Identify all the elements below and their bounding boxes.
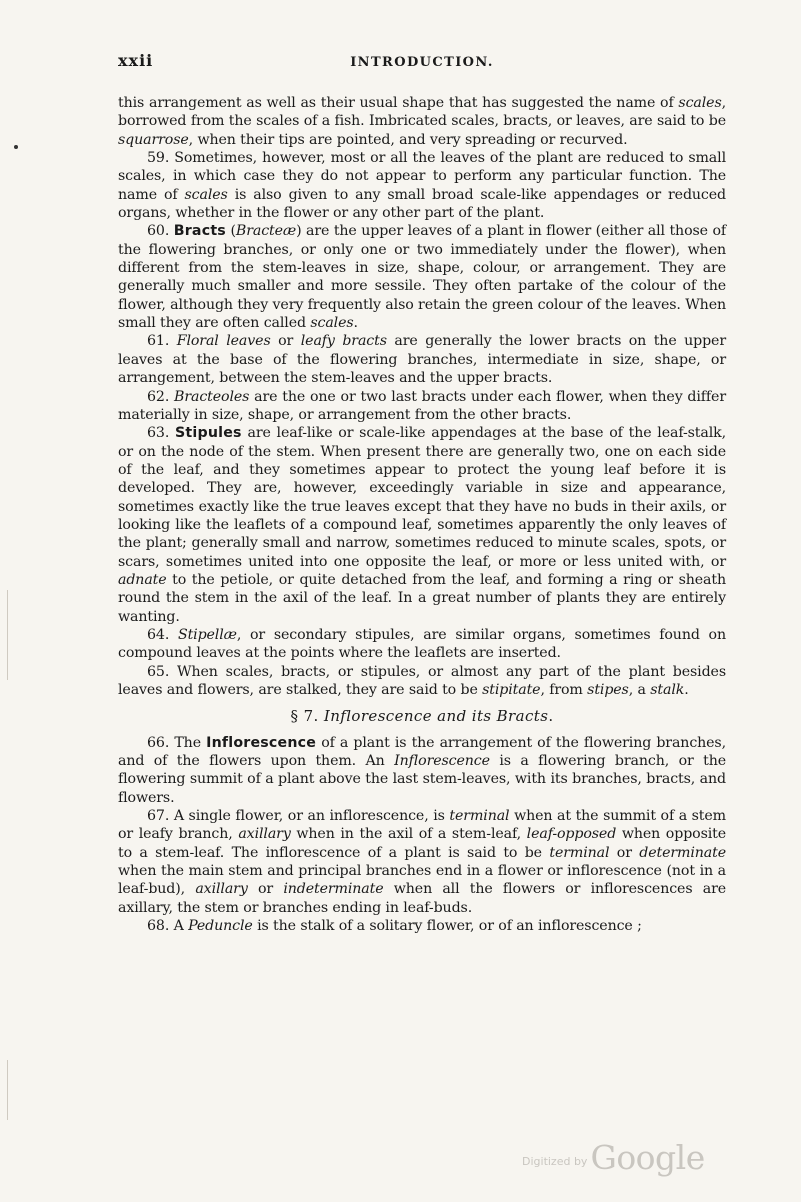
paragraph-62: 62. Bracteoles are the one or two last bracts under each flower, when they differ materially in size, shape, or arrangement from the other bracts. [118, 388, 726, 423]
page-edge-shadow [7, 590, 8, 680]
paragraph-66: 66. The Inflorescence of a plant is the arrangement of the flowering branches, and of the flowers upon them. An Inflorescence is a flowering branch, or the flowering summit of a plant above the last stem-leaves, with its branches, bracts, and flowers. [118, 734, 726, 806]
paragraph-60: 60. Bracts (Bracteæ) are the upper leaves of a plant in flower (either all those of the flowering branches, or only one or two immediately under the flower), when different from the stem-leaves in size, shape, colour, or arrangement. They are generally much smaller and more sessile. They often partake of the colour of the flower, although they very frequently also retain the green colour of the leaves. When small they are often called scales. [118, 223, 727, 332]
book-page [118, 52, 726, 935]
paragraph-64: 64. Stipellæ, or secondary stipules, are similar organs, sometimes found on compound leaves at the points where the leaflets are inserted. [118, 626, 726, 662]
margin-dot [14, 145, 18, 149]
paragraph-68: 68. A Peduncle is the stalk of a solitary flower, or of an inflorescence ; [147, 918, 642, 935]
paragraph-59: 59. Sometimes, however, most or all the leaves of the plant are reduced to small scales, in which case they do not appear to perform any particular function. The name of scales is also given to any small broad scale-like appendages or reduced organs, whether in the flower or any other part of the plant. [118, 150, 726, 222]
paragraph-65: 65. When scales, bracts, or stipules, or almost any part of the plant besides leaves and flowers, are stalked, they are said to be stipitate, from stipes, a stalk. [118, 663, 726, 698]
watermark-digitized-by: Digitized by [522, 1155, 588, 1168]
google-watermark [522, 1138, 705, 1177]
paragraph-61: 61. Floral leaves or leafy bracts are generally the lower bracts on the upper leaves at the base of the flowering branches, intermediate in size, shape, or arrangement, between the stem-leaves and the upper bracts. [118, 333, 726, 387]
paragraph-continuation: this arrangement as well as their usual shape that has suggested the name of scales, borrowed from the scales of a fish. Imbricated scales, bracts, or leaves, are said to be squarrose, when their tips are pointed, and very spreading or recurved. [118, 95, 726, 148]
page-header [118, 52, 726, 74]
watermark-google-logo: Google [590, 1138, 705, 1177]
paragraph-67: 67. A single flower, or an inflorescence, is terminal when at the summit of a stem or leafy branch, axillary when in the axil of a stem-leaf, leaf-opposed when opposite to a stem-leaf. The inflorescence of a plant is said to be terminal or determinate when the main stem and principal branches end in a flower or inflorescence (not in a leaf-bud), axillary or indeterminate when all the flowers or inflorescences are axillary, the stem or branches ending in leaf-buds. [118, 808, 727, 916]
section-heading: § 7. Inflorescence and its Bracts. [290, 707, 554, 726]
paragraph-63: 63. Stipules are leaf-like or scale-like appendages at the base of the leaf-stalk, or on the node of the stem. When present there are generally two, one on each side of the leaf, and they sometimes appear to protect the young leaf before it is developed. They are, however, exceedingly variable in size and appearance, sometimes exactly like the true leaves except that they have no buds in their axils, or looking like the leaflets of a compound leaf, sometimes apparently the only leaves of the plant; generally small and narrow, sometimes reduced to minute scales, spots, or scars, sometimes united into one opposite the leaf, or more or less united with, or adnate to the petiole, or quite detached from the leaf, and forming a ring or sheath round the stem in the axil of the leaf. In a great number of plants they are entirely wanting. [118, 425, 726, 625]
page-number: xxii [118, 51, 154, 70]
page-edge-shadow-lower [7, 1060, 8, 1120]
running-title: INTRODUCTION. [350, 55, 494, 70]
